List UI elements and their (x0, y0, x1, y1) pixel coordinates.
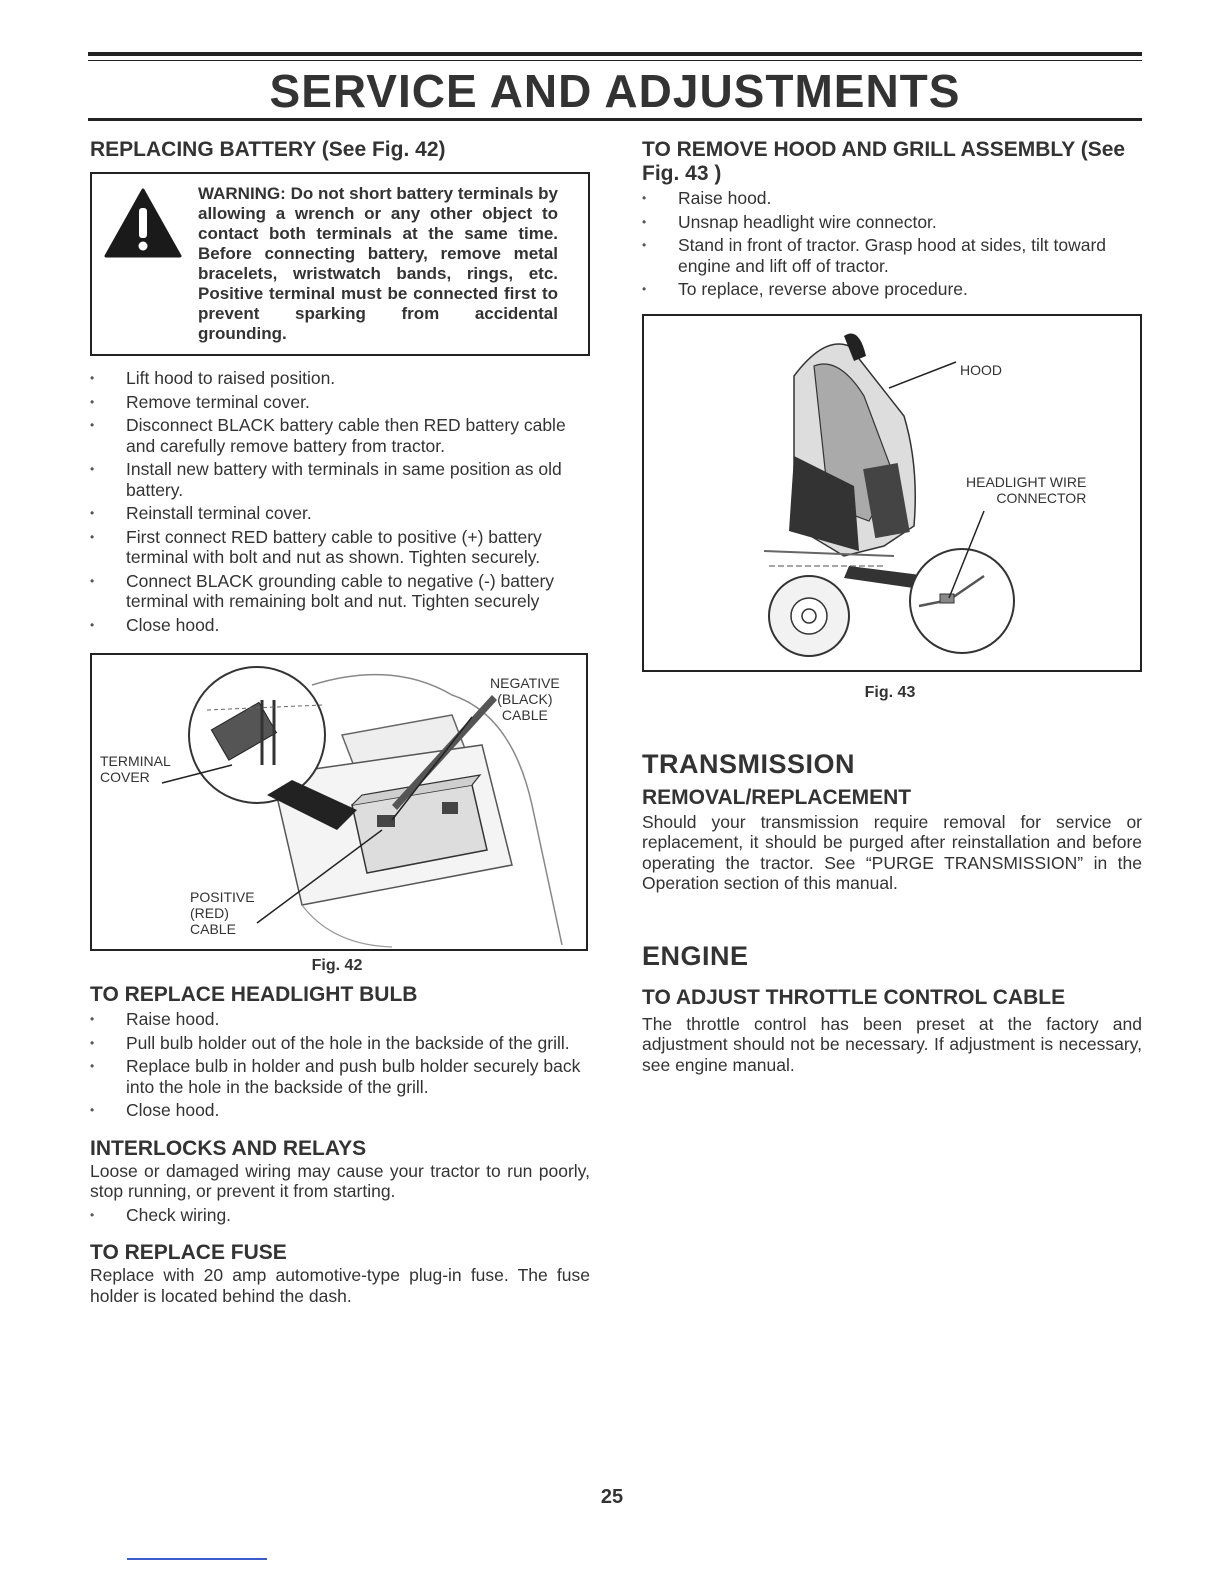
top-rule-thin (88, 60, 1142, 61)
list-item: • Pull bulb holder out of the hole in the backside of the grill. (90, 1033, 590, 1054)
list-item: • Reinstall terminal cover. (90, 503, 590, 524)
title-underline (88, 118, 1142, 121)
fuse-heading: TO REPLACE FUSE (90, 1241, 287, 1264)
hood-steps (642, 188, 1142, 300)
transmission-subheading: REMOVAL/REPLACEMENT (642, 785, 912, 809)
label-terminal-cover: TERMINAL COVER (100, 753, 171, 785)
list-item: • Replace bulb in holder and push bulb holder securely back into the hole in the backside of the grill. (90, 1056, 590, 1097)
interlocks-body: Loose or damaged wiring may cause your tractor to run poorly, stop running, or prevent it from starting. (90, 1160, 590, 1201)
list-item: • Install new battery with terminals in same position as old battery. (90, 459, 590, 500)
headlight-heading: TO REPLACE HEADLIGHT BULB (90, 983, 418, 1006)
battery-warning-text: WARNING: Do not short battery terminals by allowing a wrench or any other object to contact both terminals at the same time. Before connecting battery, remove metal bracelets, wristwatch bands, rings, etc. Positive terminal must be connected first to prevent sparking from accidental grounding. (198, 184, 558, 343)
left-column (90, 138, 590, 1306)
label-headlight-wire-connector: HEADLIGHT WIRE CONNECTOR (966, 473, 1087, 506)
list-item: • Remove terminal cover. (90, 392, 590, 413)
figure-42-caption: Fig. 42 (311, 957, 363, 974)
page-number: 25 (600, 1486, 624, 1508)
headlight-steps (90, 1009, 590, 1121)
list-item: • To replace, reverse above procedure. (642, 279, 1142, 300)
label-hood: HOOD (960, 361, 1002, 378)
figure-42-box (90, 653, 588, 951)
hood-heading: TO REMOVE HOOD AND GRILL ASSEMBLY (See Fig. 43 ) (642, 138, 1126, 185)
list-item: • Raise hood. (90, 1009, 590, 1030)
top-rule (88, 52, 1142, 56)
battery-heading: REPLACING BATTERY (See Fig. 42) (90, 138, 446, 161)
label-negative-cable: NEGATIVE (BLACK) CABLE (490, 675, 560, 723)
engine-heading: ENGINE (642, 940, 749, 971)
list-item: • First connect RED battery cable to positive (+) battery terminal with bolt and nut as shown. Tighten securely. (90, 527, 590, 568)
list-item: • Raise hood. (642, 188, 1142, 209)
page-title: SERVICE AND ADJUSTMENTS (269, 65, 961, 117)
right-column (642, 138, 1142, 1075)
fuse-body: Replace with 20 amp automotive-type plug-in fuse. The fuse holder is located behind the dash. (90, 1265, 590, 1306)
list-item: • Close hood. (90, 615, 590, 636)
transmission-heading: TRANSMISSION (642, 748, 856, 779)
transmission-body: Should your transmission require removal for service or replacement, it should be purged after reinstallation and before operating the tractor. See “PURGE TRANSMISSION” in the Operation section of this manual. (642, 811, 1142, 893)
warning-triangle-icon (104, 188, 182, 258)
interlocks-heading: INTERLOCKS AND RELAYS (90, 1136, 367, 1160)
battery-warning-box (90, 172, 590, 356)
figure-43-box (642, 314, 1142, 672)
list-item: • Stand in front of tractor. Grasp hood at sides, tilt toward engine and lift off of tractor. (642, 235, 1142, 276)
engine-subheading: TO ADJUST THROTTLE CONTROL CABLE (642, 985, 1066, 1009)
interlocks-steps (90, 1205, 590, 1226)
battery-steps (90, 368, 590, 635)
list-item: • Unsnap headlight wire connector. (642, 212, 1142, 233)
list-item: • Close hood. (90, 1100, 590, 1121)
list-item: • Connect BLACK grounding cable to negative (-) battery terminal with remaining bolt and nut. Tighten securely (90, 571, 590, 612)
list-item: • Disconnect BLACK battery cable then RED battery cable and carefully remove battery from tractor. (90, 415, 590, 456)
footer-line (127, 1558, 267, 1560)
engine-body: The throttle control has been preset at the factory and adjustment should not be necessary. If adjustment is necessary, see engine manual. (642, 1013, 1142, 1075)
label-positive-cable: POSITIVE (RED) CABLE (190, 889, 255, 937)
list-item: • Check wiring. (90, 1205, 590, 1226)
figure-43-caption: Fig. 43 (864, 683, 916, 701)
list-item: • Lift hood to raised position. (90, 368, 590, 389)
